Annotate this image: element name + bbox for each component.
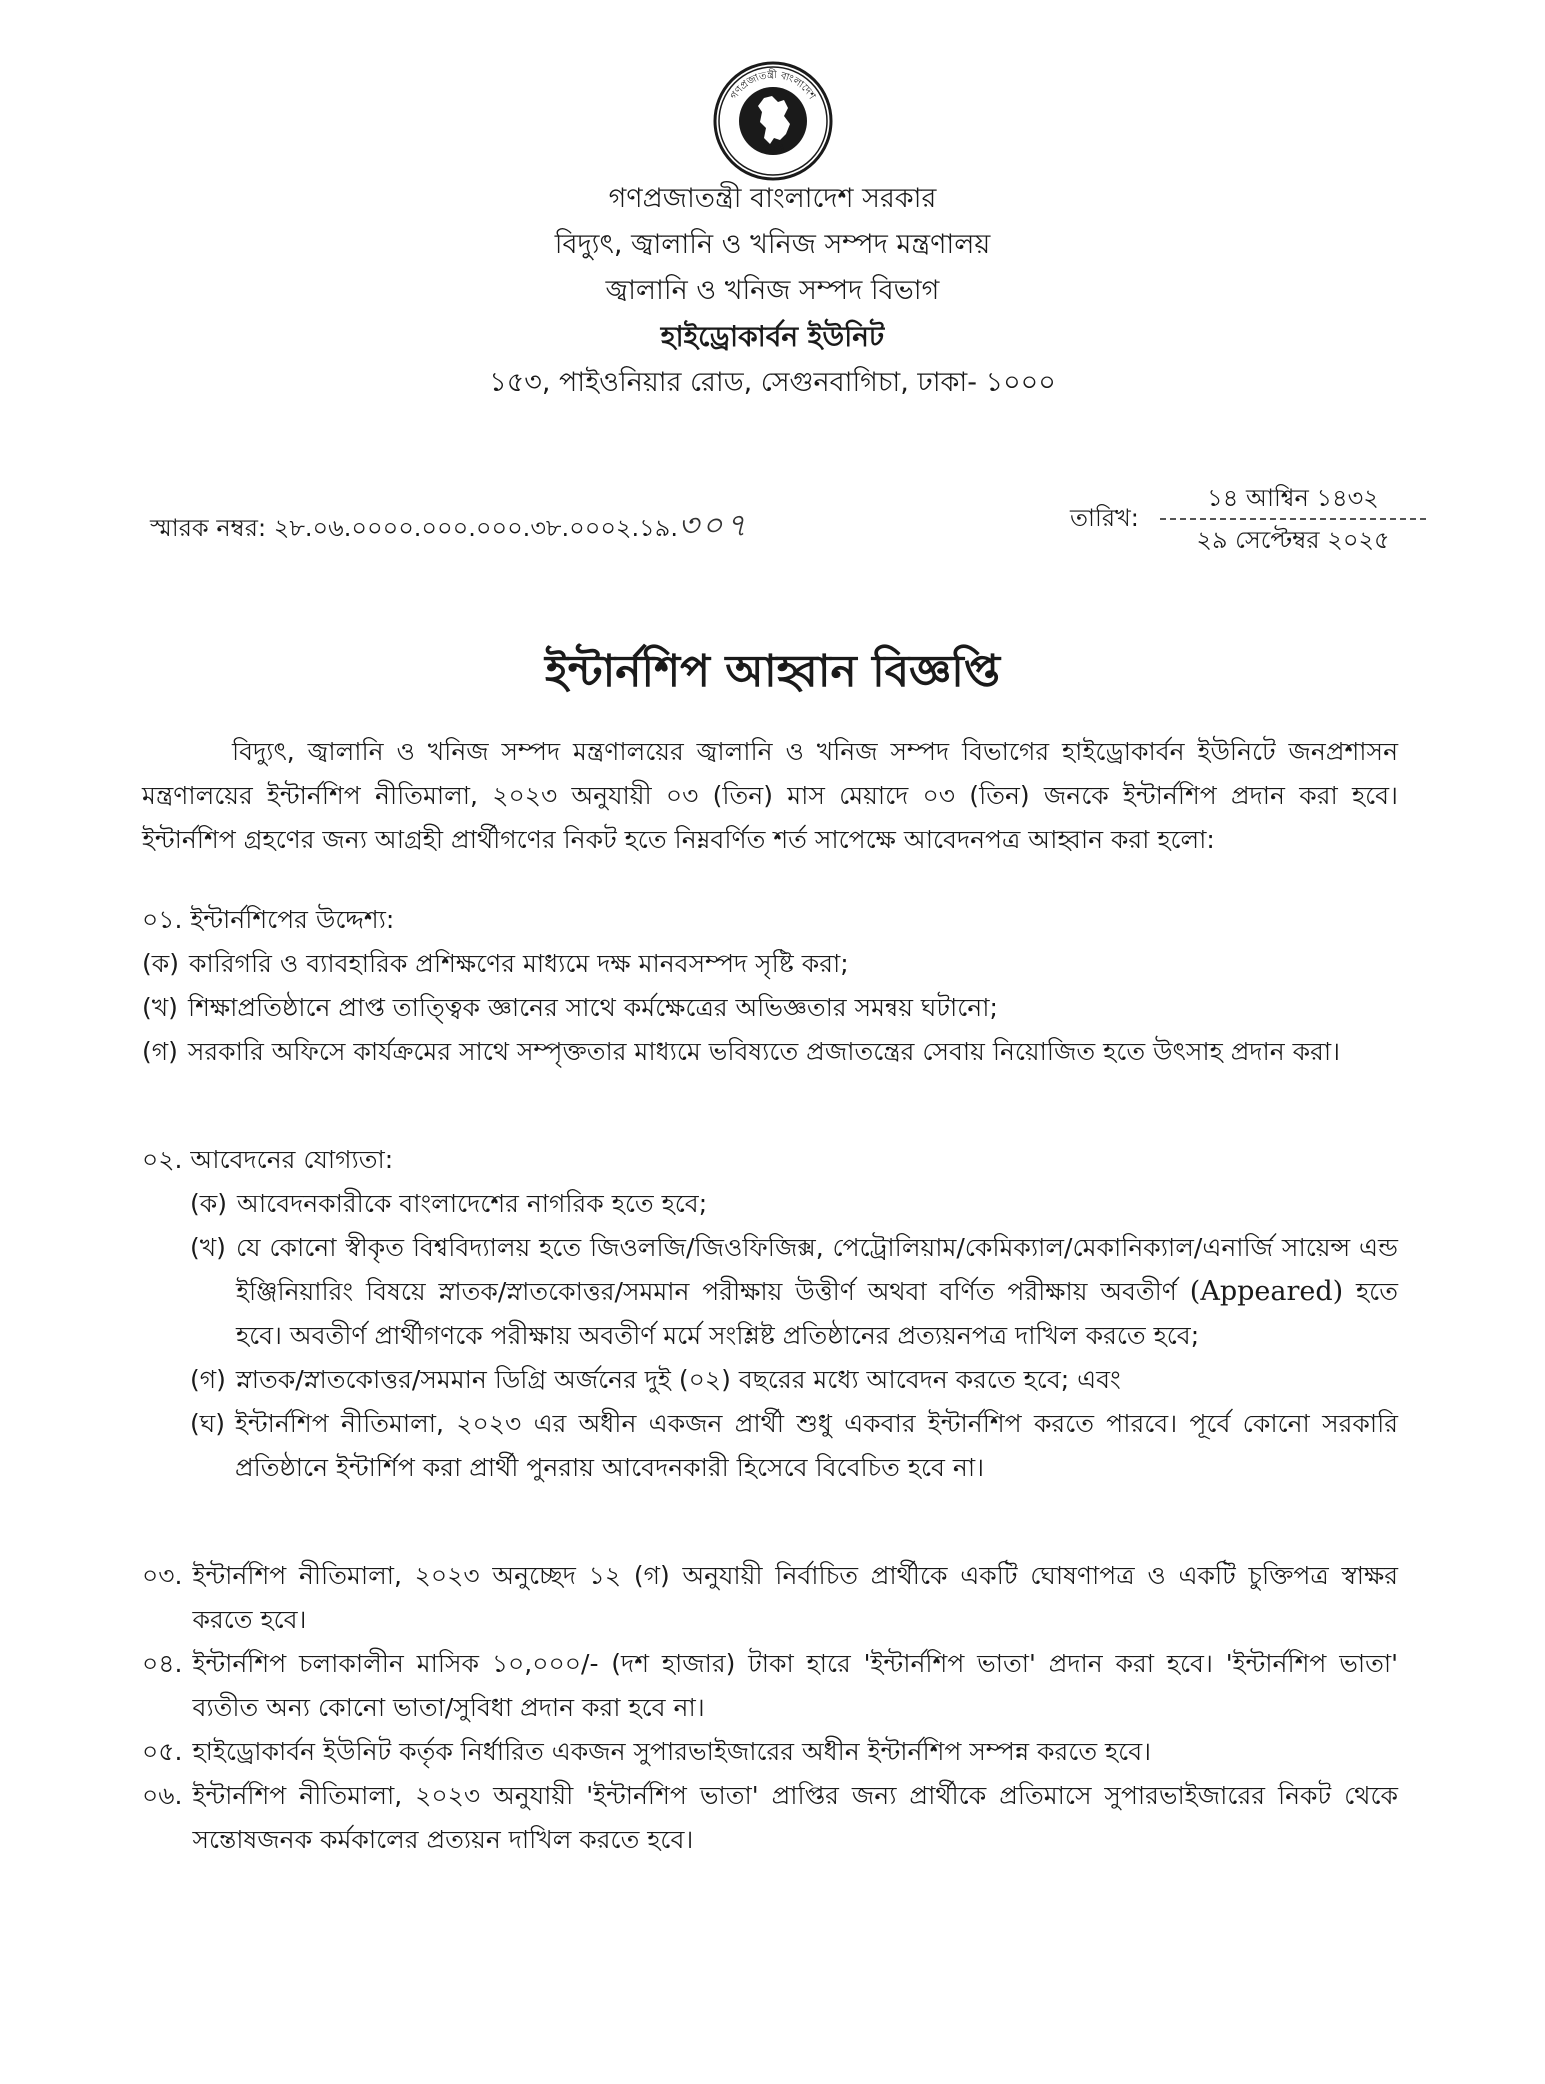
list-text: শিক্ষাপ্রতিষ্ঠানে প্রাপ্ত তাত্ত্বিক জ্ঞানের সাথে কর্মক্ষেত্রের অভিজ্ঞতার সমন্বয় ঘটানো; bbox=[187, 993, 998, 1022]
list-marker: ০৬. bbox=[142, 1781, 183, 1810]
list-marker: (ক) bbox=[142, 949, 179, 978]
list-text: ইন্টার্নশিপ নীতিমালা, ২০২৩ অনুচ্ছেদ ১২ (গ) অনুযায়ী নির্বাচিত প্রার্থীকে একটি ঘোষণাপত্র ও একটি চুক্তিপত্র স্বাক্ষর করতে হবে। bbox=[192, 1561, 1398, 1634]
list-marker: ০৫. bbox=[142, 1737, 183, 1766]
list-marker: (ঘ) bbox=[190, 1409, 225, 1438]
notice-body bbox=[142, 730, 1398, 1862]
memo-label: স্মারক নম্বর: bbox=[150, 514, 267, 542]
list-text: ইন্টার্নশিপ চলাকালীন মাসিক ১০,০০০/- (দশ হাজার) টাকা হারে 'ইন্টার্নশিপ ভাতা' প্রদান করা হবে। 'ইন্টার্নশিপ ভাতা' ব্যতীত অন্য কোনো ভাতা/সুবিধা প্রদান করা হবে না। bbox=[192, 1649, 1398, 1722]
seal-ring-bottom-text: সরকার bbox=[759, 142, 787, 155]
section-heading: ০১. ইন্টার্নশিপের উদ্দেশ্য: bbox=[142, 905, 395, 934]
list-item bbox=[142, 1774, 1398, 1862]
date-label: তারিখ: bbox=[1070, 504, 1139, 532]
list-marker: (ক) bbox=[190, 1189, 227, 1218]
list-item bbox=[142, 1642, 1398, 1730]
letterhead bbox=[0, 176, 1545, 406]
list-text-part: হতে হবে। অবতীর্ণ প্রার্থীগণকে পরীক্ষায় অবতীর্ণ মর্মে সংশ্লিষ্ট প্রতিষ্ঠানের প্রত্যয়নপত্র দাখিল করতে হবে; bbox=[235, 1277, 1398, 1350]
list-item bbox=[142, 1554, 1398, 1642]
list-text: সরকারি অফিসে কার্যক্রমের সাথে সম্পৃক্ততার মাধ্যমে ভবিষ্যতে প্রজাতন্ত্রের সেবায় নিয়োজিত হতে উৎসাহ প্রদান করা। bbox=[187, 1037, 1341, 1066]
memo-number bbox=[150, 500, 749, 554]
division-name: জ্বালানি ও খনিজ সম্পদ বিভাগ bbox=[605, 275, 940, 306]
intro-paragraph: বিদ্যুৎ, জ্বালানি ও খনিজ সম্পদ মন্ত্রণালয়ের জ্বালানি ও খনিজ সম্পদ বিভাগের হাইড্রোকার্বন ইউনিটে জনপ্রশাসন মন্ত্রণালয়ের ইন্টার্নশিপ নীতিমালা, ২০২৩ অনুযায়ী ০৩ (তিন) মাস মেয়াদে ০৩ (তিন) জনকে ইন্টার্নশিপ প্রদান করা হবে। ইন্টার্নশিপ গ্রহণের জন্য আগ্রহী প্রার্থীগণের নিকট হতে নিম্নবর্ণিত শর্ত সাপেক্ষে আবেদনপত্র আহ্বান করা হলো: bbox=[142, 737, 1398, 854]
list-marker: (খ) bbox=[142, 993, 178, 1022]
seal-ring-top-text: গণপ্রজাতন্ত্রী বাংলাদেশ bbox=[728, 69, 818, 102]
list-text-english: (Appeared) bbox=[1189, 1276, 1344, 1307]
list-text: ইন্টার্নশিপ নীতিমালা, ২০২৩ এর অধীন একজন প্রার্থী শুধু একবার ইন্টার্নশিপ করতে পারবে। পূর্বে কোনো সরকারি প্রতিষ্ঠানে ইন্টার্শিপ করা প্রার্থী পুনরায় আবেদনকারী হিসেবে বিবেচিত হবে না। bbox=[234, 1409, 1398, 1482]
unit-name: হাইড্রোকার্বন ইউনিট bbox=[660, 320, 885, 353]
list-text bbox=[236, 1226, 1398, 1358]
list-marker: (গ) bbox=[190, 1365, 226, 1394]
address: ১৫৩, পাইওনিয়ার রোড, সেগুনবাগিচা, ঢাকা- ১০০০ bbox=[489, 367, 1056, 398]
date-bangla: ১৪ আশ্বিন ১৪৩২ bbox=[1160, 478, 1426, 520]
list-marker: (গ) bbox=[142, 1037, 178, 1066]
list-text: আবেদনকারীকে বাংলাদেশের নাগরিক হতে হবে; bbox=[237, 1189, 708, 1218]
government-name: গণপ্রজাতন্ত্রী বাংলাদেশ সরকার bbox=[608, 183, 937, 214]
notice-title: ইন্টার্নশিপ আহ্বান বিজ্ঞপ্তি bbox=[544, 646, 1001, 697]
list-marker: (খ) bbox=[190, 1233, 226, 1262]
section-objectives bbox=[142, 898, 1398, 1074]
list-item bbox=[142, 1402, 1398, 1490]
ministry-name: বিদ্যুৎ, জ্বালানি ও খনিজ সম্পদ মন্ত্রণালয় bbox=[554, 229, 991, 260]
list-item bbox=[142, 1730, 1398, 1774]
date-gregorian: ২৯ সেপ্টেম্বর ২০২৫ bbox=[1196, 526, 1390, 554]
list-item bbox=[142, 1358, 1398, 1402]
list-item bbox=[142, 1226, 1398, 1358]
list-text: স্নাতক/স্নাতকোত্তর/সমমান ডিগ্রি অর্জনের দুই (০২) বছরের মধ্যে আবেদন করতে হবে; এবং bbox=[235, 1365, 1121, 1394]
list-marker: ০৩. bbox=[142, 1561, 183, 1590]
memo-handwritten-suffix: ৩০৭ bbox=[677, 506, 750, 544]
list-item bbox=[142, 1182, 1398, 1226]
section-conditions bbox=[142, 1554, 1398, 1862]
list-item bbox=[142, 942, 1398, 986]
memo-value: ২৮.০৬.০০০০.০০০.০০০.৩৮.০০০২.১৯. bbox=[273, 514, 678, 542]
list-text: হাইড্রোকার্বন ইউনিট কর্তৃক নির্ধারিত একজন সুপারভাইজারের অধীন ইন্টার্নশিপ সম্পন্ন করতে হবে। bbox=[192, 1737, 1152, 1766]
list-marker: ০৪. bbox=[142, 1649, 183, 1678]
list-item bbox=[142, 986, 1398, 1030]
section-heading: ০২. আবেদনের যোগ্যতা: bbox=[142, 1145, 394, 1174]
section-eligibility bbox=[142, 1138, 1398, 1490]
list-text: ইন্টার্নশিপ নীতিমালা, ২০২৩ অনুযায়ী 'ইন্টার্নশিপ ভাতা' প্রাপ্তির জন্য প্রার্থীকে প্রতিমাসে সুপারভাইজারের নিকট থেকে সন্তোষজনক কর্মকালের প্রত্যয়ন দাখিল করতে হবে। bbox=[192, 1781, 1398, 1854]
government-seal-icon bbox=[712, 60, 834, 182]
date-block bbox=[1160, 478, 1426, 560]
list-text: কারিগরি ও ব্যাবহারিক প্রশিক্ষণের মাধ্যমে দক্ষ মানবসম্পদ সৃষ্টি করা; bbox=[189, 949, 849, 978]
list-text-part: যে কোনো স্বীকৃত বিশ্ববিদ্যালয় হতে জিওলজি/জিওফিজিক্স, পেট্রোলিয়াম/কেমিক্যাল/মেকানিক্যাল/এনার্জি সায়েন্স এন্ড ইঞ্জিনিয়ারিং বিষয়ে স্নাতক/স্নাতকোত্তর/সমমান পরীক্ষায় উত্তীর্ণ অথবা বর্ণিত পরীক্ষায় অবতীর্ণ bbox=[235, 1233, 1398, 1306]
list-item bbox=[142, 1030, 1398, 1074]
